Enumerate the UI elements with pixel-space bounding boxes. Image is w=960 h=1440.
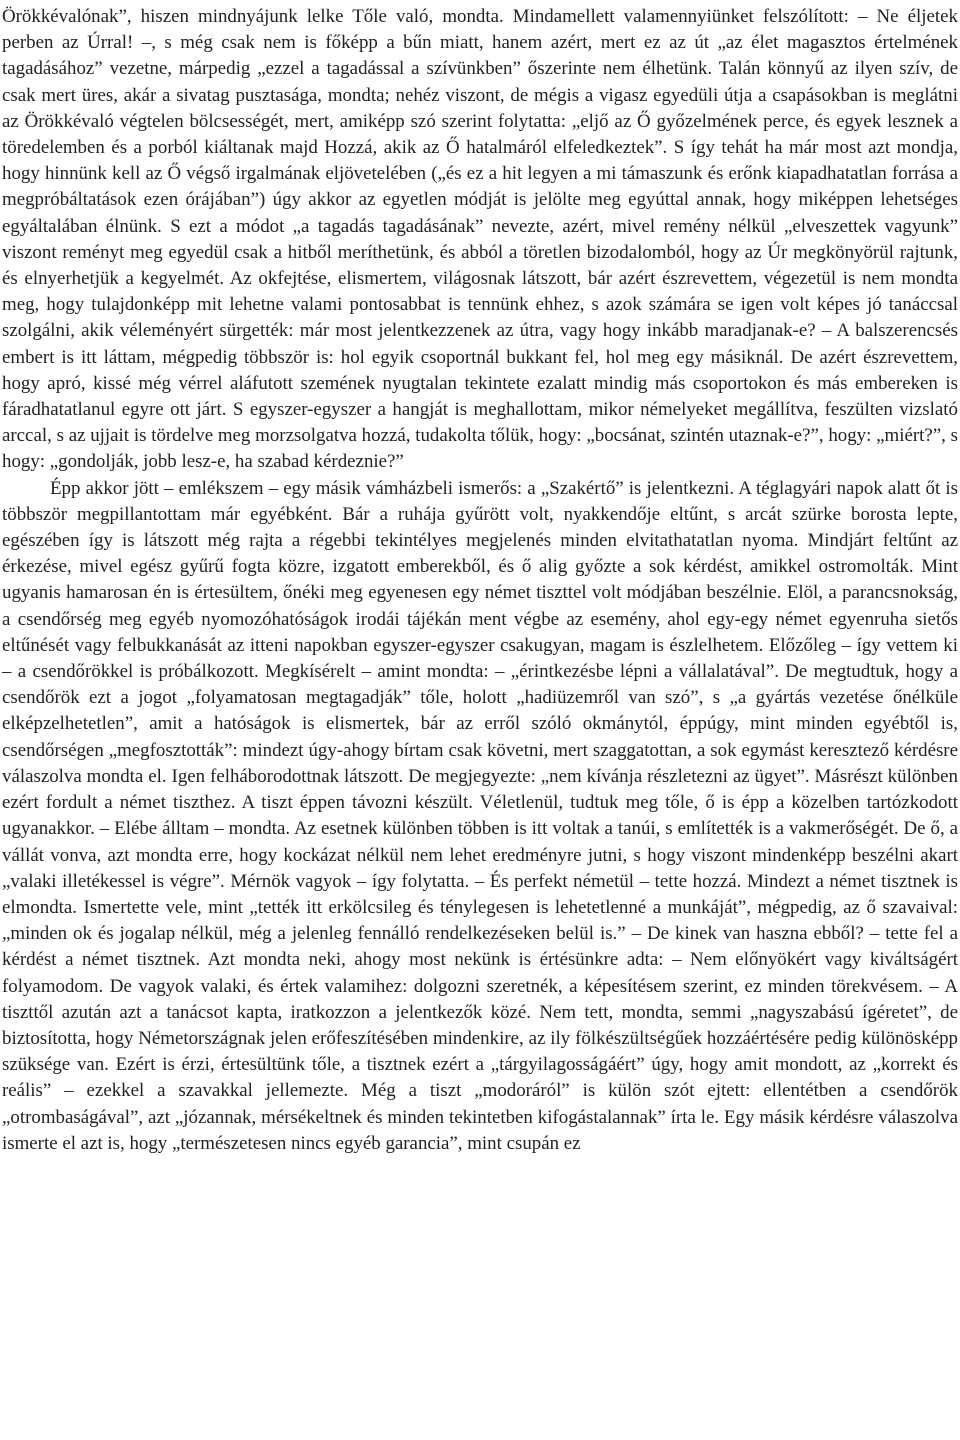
paragraph-2: Épp akkor jött – emlékszem – egy másik vámházbeli ismerős: a „Szakértő” is jelentkezni. A téglagyári napok alatt őt is többször megpillantottam már egyébként. Bár a ruhája gyűrött volt, nyakkendője eltűnt, s arcát szürke borosta lepte, egészében így is látszott még rajta a régebbi tekintélyes megjelenés minden elvitathatatlan nyoma. Mindjárt feltűnt az érkezése, mivel egész gyűrű fogta közre, izgatott emberekből, és ő alig győzte a sok kérdést, amikkel ostromolták. Mint ugyanis hamarosan én is értesültem, őnéki meg egyenesen egy német tiszttel volt módjában beszélnie. Elöl, a parancsnokság, a csendőrség meg egyéb nyomozóhatóságok irodái tájékán ment végbe az esemény, ahol egy-egy német egyenruha sietős eltűnését vagy felbukkanását az itteni napokban egyszer-egyszer csakugyan, magam is észlelhetem. Előzőleg – így vettem ki – a csendőrökkel is próbálkozott. Megkísérelt – amint mondta: – „érintkezésbe lépni a vállalatával”. De megtudtuk, hogy a csendőrök ezt a jogot „folyamatosan megtagadják” tőle, holott „hadiüzemről van szó”, s „a gyártás vezetése őnélküle elképzelhetetlen”, amit a hatóságok is elismertek, bár az erről szóló okmánytól, éppúgy, mint minden egyébtől is, csendőrségen „megfosztották”: mindezt úgy-ahogy bírtam csak követni, mert szaggatottan, a sok egymást keresztező kérdésre válaszolva mondta el. Igen felháborodottnak látszott. De megjegyezte: „nem kívánja részletezni az ügyet”. Másrészt különben ezért fordult a német tiszthez. A tiszt éppen távozni készült. Véletlenül, tudtuk meg tőle, ő is épp a közelben tartózkodott ugyanakkor. – Elébe álltam – mondta. Az esetnek különben többen is itt voltak a tanúi, s említették is a vakmerőségét. De ő, a vállát vonva, azt mondta erre, hogy kockázat nélkül nem lehet eredményre jutni, s hogy viszont mindenképp beszélni akart „valaki illetékessel is végre”. Mérnök vagyok – így folytatta. – És perfekt németül – tette hozzá. Mindezt a német tisztnek is elmondta. Ismertette vele, mint „tették itt erkölcsileg és ténylegesen is lehetetlenné a munkáját”, mégpedig, az ő szavaival: „minden ok és jogalap nélkül, még a jelenleg fennálló rendelkezéseken belül is.” – De kinek van haszna ebből? – tette fel a kérdést a német tisztnek. Azt mondta neki, ahogy most nekünk is értésünkre adta: – Nem előnyökért vagy kiváltságért folyamodom. De vagyok valaki, és értek valamihez: dolgozni szeretnék, a képesítésem szerint, ez minden törekvésem. – A tiszttől azután azt a tanácsot kapta, iratkozzon a jelentkezők közé. Nem tett, mondta, semmi „nagyszabású ígéretet”, de biztosította, hogy Németországnak jelen erőfeszítésében mindenkire, az ily fölkészültségűek hozzáértésére pedig különösképp szüksége van. Ezért is érzi, értesültünk tőle, a tisztnek ezért a „tárgyilagosságáért” úgy, hogy amit mondott, az „korrekt és reális” – ezekkel a szavakkal jellemezte. Még a tiszt „modoráról” is külön szót ejtett: ellentétben a csendőrök „otrombaságával”, azt „józannak, mérsékeltnek és minden tekintetben kifogástalannak” írta le. Egy másik kérdésre válaszolva ismerte el azt is, hogy „természetesen nincs egyéb garancia”, mint csupán ez bbox=[2, 477, 958, 1154]
paragraph-1: Örökkévalónak”, hiszen mindnyájunk lelke Tőle való, mondta. Mindamellett valamennyiünket felszólított: – Ne éljetek perben az Úrral! –, s még csak nem is főképp a bűn miatt, hanem azért, mert ez az út „az élet magasztos értelmének tagadásához” vezetne, márpedig „ezzel a tagadással a szívünkben” őszerinte nem élhetünk. Talán könnyű az ilyen szív, de csak mert üres, akár a sivatag pusztasága, mondta; nehéz viszont, de mégis a vigasz egyedüli útja a csapásokban is meglátni az Örökkévaló végtelen bölcsességét, mert, amiképp szó szerint folytatta: „eljő az Ő győzelmének perce, és egyek lesznek a töredelemben és a porból kiáltanak majd Hozzá, akik az Ő hatalmáról elfeledkeztek”. S így tehát ha már most azt mondja, hogy hinnünk kell az Ő végső irgalmának eljövetelében („és ez a hit legyen a mi támaszunk és erőnk kiapadhatatlan forrása a megpróbáltatások ezen órájában”) úgy akkor az egyetlen módját is jelölte meg egyúttal annak, hogy miképpen lehetséges egyáltalában élnünk. S ezt a módot „a tagadás tagadásának” nevezte, azért, mivel remény nélkül „elveszettek vagyunk” viszont reményt meg egyedül csak a hitből meríthetünk, és abból a töretlen bizodalomból, hogy az Úr megkönyörül rajtunk, és elnyerhetjük a kegyelmét. Az okfejtése, elismertem, világosnak látszott, bár azért észrevettem, végezetül is nem mondta meg, hogy tulajdonképp mit lehetne valami pontosabbat is tennünk ehhez, s azok számára se igen volt képes jó tanáccsal szolgálni, akik véleményért sürgették: már most jelentkezzenek az útra, vagy hogy inkább maradjanak-e? – A balszerencsés embert is itt láttam, mégpedig többször is: hol egyik csoportnál bukkant fel, hol meg egy másiknál. De azért észrevettem, hogy apró, kissé még vérrel aláfutott szemének nyugtalan tekintete ezalatt mindig más csoportokon és más embereken is fáradhatatlanul egyre ott járt. S egyszer-egyszer a hangját is meghallottam, mikor némelyeket megállítva, feszülten vizslató arccal, s az ujjait is tördelve meg morzsolgatva hozzá, tudakolta tőlük, hogy: „bocsánat, szintén utaznak-e?”, hogy: „miért?”, s hogy: „gondolják, jobb lesz-e, ha szabad kérdeznie?” bbox=[2, 6, 958, 473]
